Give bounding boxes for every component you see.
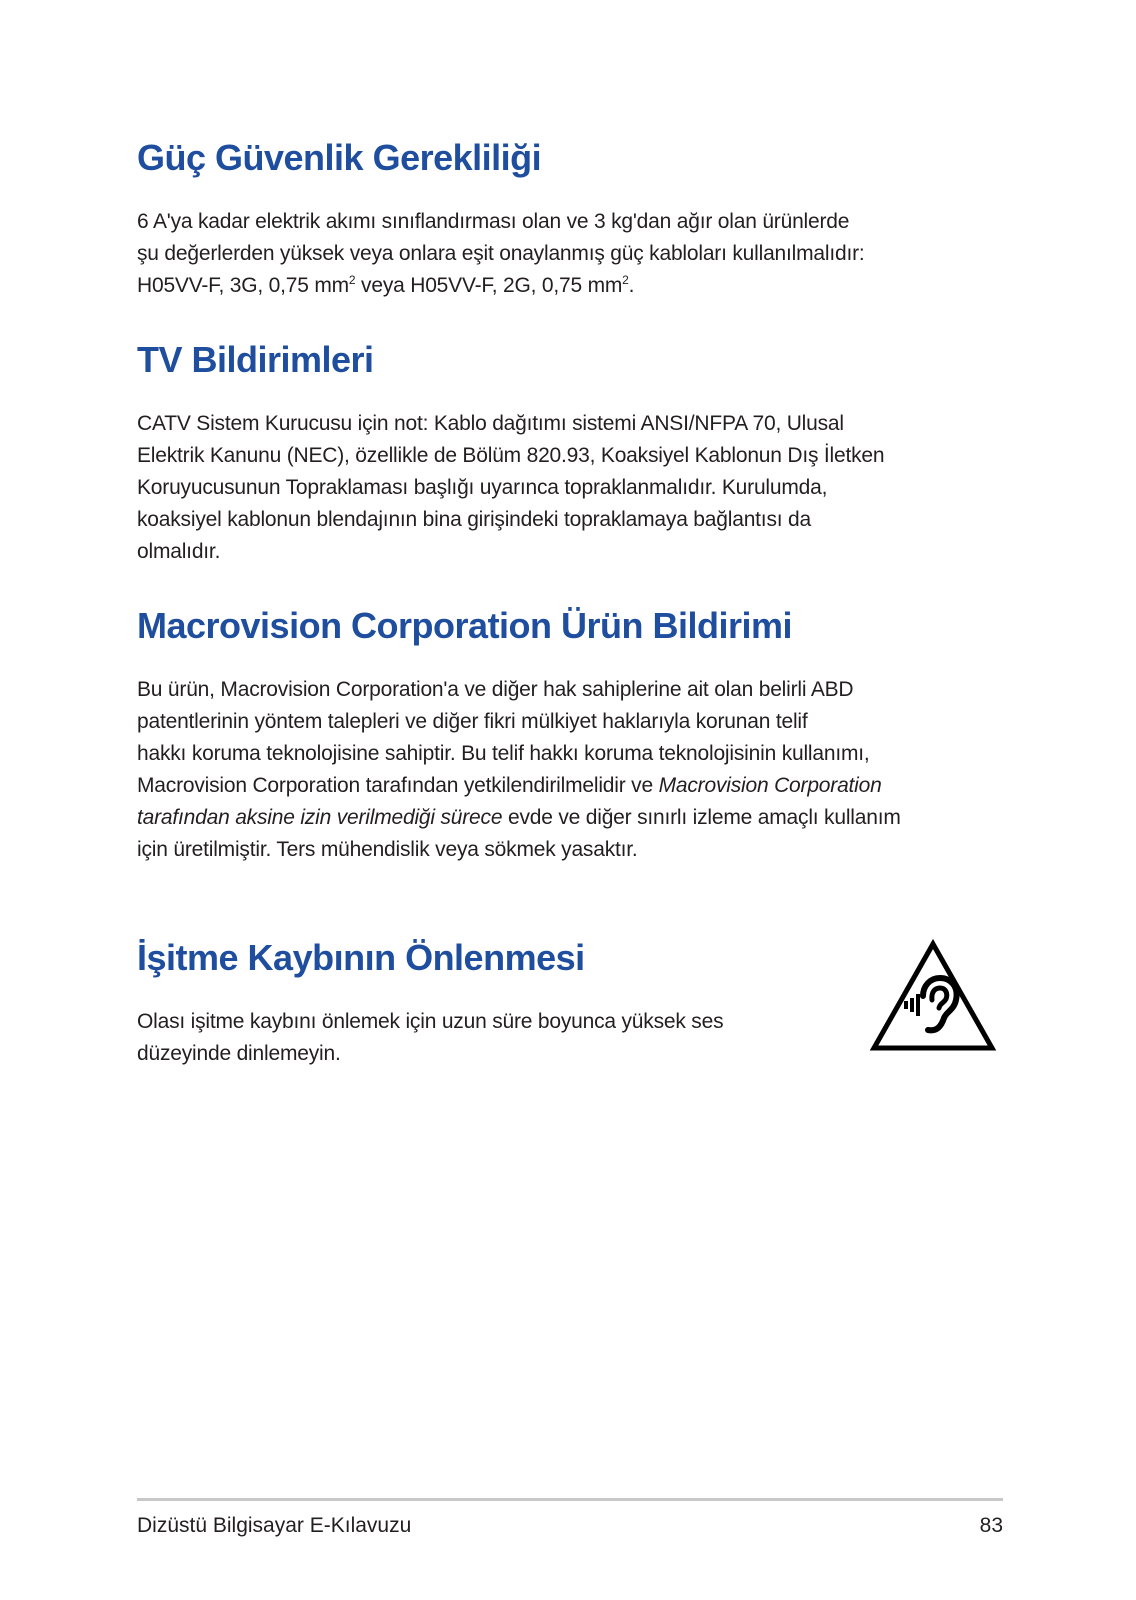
page-number: 83 [979,1514,1003,1537]
paragraph-hearing-loss [137,1006,817,1070]
period: . [628,274,635,297]
paragraph-macrovision [137,674,1007,866]
paragraph-line [137,802,1007,834]
paragraph-line [137,270,997,302]
footer-divider [137,1498,1003,1501]
text-run: evde ve diğer sınırlı izleme amaçlı kullanım [502,806,901,829]
paragraph-tv-notices [137,408,997,568]
superscript: 2 [622,273,629,287]
paragraph-line: 6 A'ya kadar elektrik akımı sınıflandırması olan ve 3 kg'dan ağır olan ürünlerde [137,210,850,233]
paragraph-line: Bu ürün, Macrovision Corporation'a ve diğer hak sahiplerine ait olan belirli ABD [137,678,854,701]
section-title-hearing-loss: İşitme Kaybının Önlenmesi [137,937,585,978]
hearing-warning-icon [868,938,998,1054]
paragraph-line: Elektrik Kanunu (NEC), özellikle de Bölüm 820.93, Koaksiyel Kablonun Dış İletken [137,444,885,467]
cable-spec-2: veya H05VV-F, 2G, 0,75 mm [355,274,623,297]
paragraph-line: CATV Sistem Kurucusu için not: Kablo dağıtımı sistemi ANSI/NFPA 70, Ulusal [137,412,844,435]
superscript: 2 [348,273,356,287]
paragraph-line: hakkı koruma teknolojisine sahiptir. Bu telif hakkı koruma teknolojisinin kullanımı, [137,742,870,765]
italic-text-run: tarafından aksine izin verilmediği sürece [137,806,503,829]
paragraph-power-safety [137,206,997,302]
paragraph-line: Koruyucusunun Topraklaması başlığı uyarınca topraklanmalıdır. Kurulumda, [137,476,828,499]
section-title-tv-notices: TV Bildirimleri [137,339,374,380]
paragraph-line [137,770,1007,802]
paragraph-line: koaksiyel kablonun blendajının bina girişindeki topraklamaya bağlantısı da [137,508,811,531]
paragraph-line: için üretilmiştir. Ters mühendislik veya sökmek yasaktır. [137,838,638,861]
text-run: Macrovision Corporation tarafından yetkilendirilmelidir ve [137,774,659,797]
paragraph-line: olmalıdır. [137,540,221,563]
footer-manual-title: Dizüstü Bilgisayar E-Kılavuzu [137,1514,412,1537]
paragraph-line: patentlerinin yöntem talepleri ve diğer fikri mülkiyet haklarıyla korunan telif [137,710,808,733]
section-title-macrovision: Macrovision Corporation Ürün Bildirimi [137,605,793,646]
paragraph-line: şu değerlerden yüksek veya onlara eşit onaylanmış güç kabloları kullanılmalıdır: [137,242,865,265]
paragraph-line: düzeyinde dinlemeyin. [137,1042,341,1065]
section-title-power-safety: Güç Güvenlik Gerekliliği [137,137,542,178]
cable-spec-1: H05VV-F, 3G, 0,75 mm [137,274,349,297]
paragraph-line: Olası işitme kaybını önlemek için uzun süre boyunca yüksek ses [137,1010,724,1033]
italic-text-run: Macrovision Corporation [658,774,882,797]
